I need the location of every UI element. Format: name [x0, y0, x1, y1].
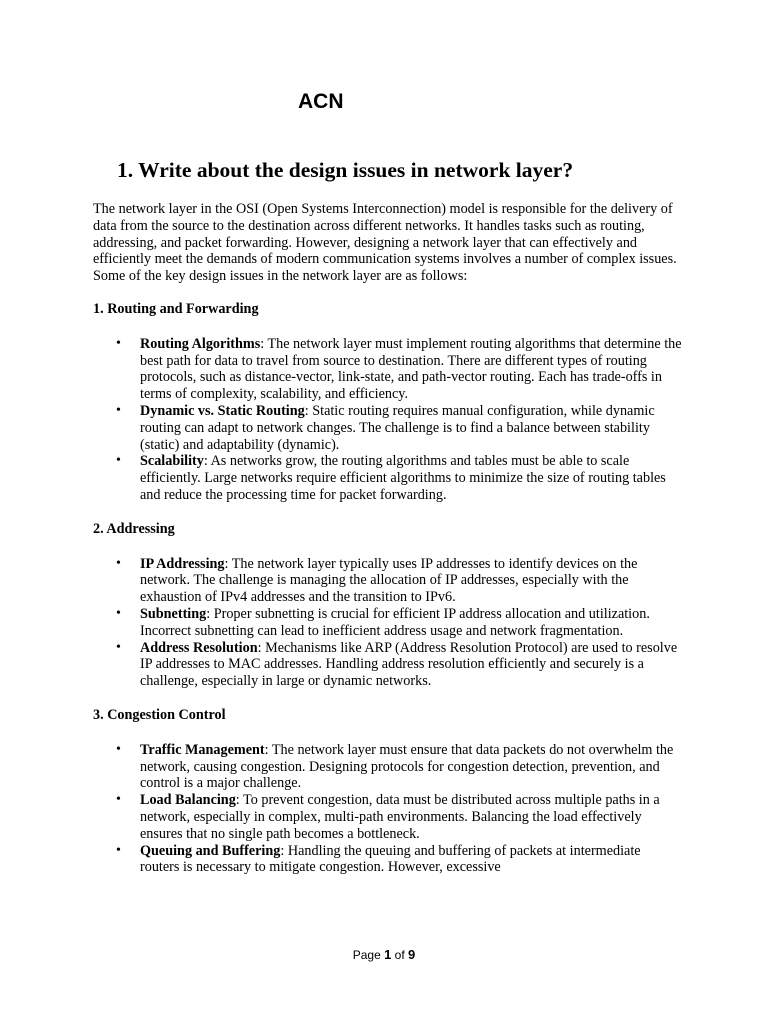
bullet-text: : The network layer typically uses IP addresses to identify devices on the network. The challenge is managing the allocation of IP addresses, especially with the exhaustion of IPv4 addresses and the transition to IPv6.: [140, 555, 638, 606]
bullet-term: Load Balancing: [140, 792, 236, 809]
bullet-text: : Static routing requires manual configuration, while dynamic routing can adapt to network changes. The challenge is to find a balance between stability (static) and adaptability (dynamic).: [140, 402, 655, 453]
bullet-list-addressing: [93, 556, 683, 690]
list-item: [140, 792, 683, 842]
bullet-term: Address Resolution: [140, 639, 258, 656]
bullet-term: IP Addressing: [140, 555, 225, 572]
section-heading-addressing: 2. Addressing: [93, 520, 175, 537]
list-item: [140, 843, 683, 877]
bullet-term: Scalability: [140, 453, 204, 470]
page-footer: [0, 946, 768, 964]
bullet-text: : To prevent congestion, data must be distributed across multiple paths in a network, especially in complex, multi-path environments. Balancing the load effectively ensures that no single path becomes a bottleneck.: [140, 792, 660, 842]
document-body: [93, 201, 683, 893]
section-heading-routing: 1. Routing and Forwarding: [93, 300, 259, 317]
bullet-text: : Handling the queuing and buffering of packets at intermediate routers is necessary to mitigate congestion. However, excessive: [140, 842, 641, 876]
bullet-term: Subnetting: [140, 605, 207, 622]
bullet-list-congestion: [93, 742, 683, 876]
list-item: [140, 606, 683, 640]
page-label: Page: [352, 948, 381, 962]
list-item: [140, 556, 683, 606]
bullet-term: Routing Algorithms: [140, 335, 261, 352]
bullet-text: : Proper subnetting is crucial for efficient IP address allocation and utilization. Incorrect subnetting can lead to inefficient address usage and network fragmentation.: [140, 605, 650, 639]
list-item: [140, 742, 683, 792]
section-heading-congestion: 3. Congestion Control: [93, 706, 226, 723]
bullet-text: : The network layer must implement routing algorithms that determine the best path for data to travel from source to destination. There are different types of routing protocols, such as distance-vector, link-state, and path-vector routing. Each has trade-offs in terms of complexity, scalability, and efficiency.: [140, 335, 682, 403]
document-title: ACN: [298, 90, 344, 113]
list-item: [140, 453, 683, 503]
list-item: [140, 336, 683, 403]
bullet-text: : Mechanisms like ARP (Address Resolution Protocol) are used to resolve IP addresses to MAC addresses. Handling address resolution efficiently and securely is a challenge, especially in large or dynamic networks.: [140, 639, 678, 690]
intro-paragraph: The network layer in the OSI (Open Systems Interconnection) model is responsible for the delivery of data from the source to the destination across different networks. It handles tasks such as routing, addressing, and packet forwarding. However, designing a network layer that can effectively and efficiently meet the demands of modern communication systems involves a number of complex issues. Some of the key design issues in the network layer are as follows:: [93, 201, 677, 285]
question-heading: 1. Write about the design issues in network layer?: [117, 158, 574, 182]
list-item: [140, 403, 683, 453]
of-label: of: [394, 948, 405, 962]
list-item: [140, 640, 683, 690]
total-pages-number: 9: [408, 947, 416, 962]
bullet-term: Traffic Management: [140, 741, 265, 758]
bullet-text: : The network layer must ensure that data packets do not overwhelm the network, causing congestion. Designing protocols for congestion detection, prevention, and control is a major challenge.: [140, 741, 674, 792]
bullet-term: Queuing and Buffering: [140, 842, 281, 859]
bullet-text: : As networks grow, the routing algorithms and tables must be able to scale efficiently. Large networks require efficient algorithms to minimize the size of routing tables and reduce the processing time for packet forwarding.: [140, 453, 666, 503]
bullet-list-routing: [93, 336, 683, 504]
bullet-term: Dynamic vs. Static Routing: [140, 402, 305, 419]
current-page-number: 1: [384, 947, 392, 962]
